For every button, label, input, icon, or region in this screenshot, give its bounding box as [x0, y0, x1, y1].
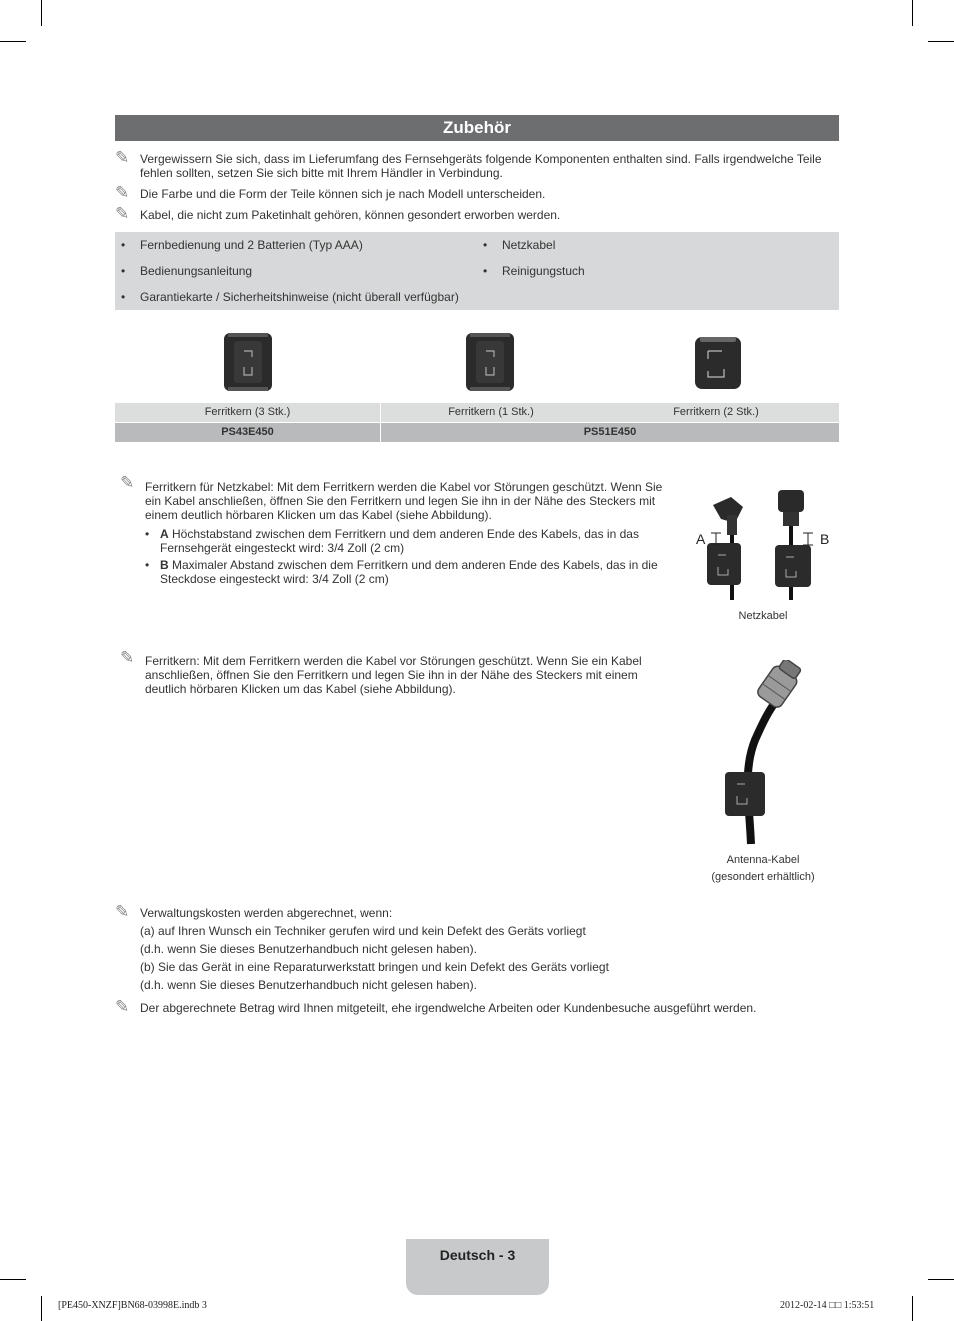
list-item: • Reinigungstuch — [502, 264, 585, 278]
crop-mark — [928, 1279, 954, 1280]
pencil-icon: ✎ — [115, 148, 130, 167]
antenna-ferrite-note: Ferritkern: Mit dem Ferritkern werden die Kabel vor Störungen geschützt. Wenn Sie ein Kabel anschließen, öffnen Sie den Ferritkern und legen Sie ihn in der Nähe des Steckers mit einem deutlich hörbaren Klicken um das Kabel (siehe Abbildung). — [145, 654, 642, 696]
table-cell: Ferritkern (2 Stk.) — [673, 406, 759, 418]
pencil-icon: ✎ — [120, 473, 135, 492]
list-item: • Netzkabel — [502, 238, 555, 252]
note-color-shape: ✎ Die Farbe und die Form der Teile können sich je nach Modell unterscheiden. — [115, 183, 546, 202]
note-contents: ✎ Vergewissern Sie sich, dass im Lieferumfang des Fernsehgeräts folgende Komponenten enthalten sind. Falls irgendwelche Teile fehlen sollten, setzen Sie sich bitte mit Ihrem Händler in Verbindung. — [115, 148, 822, 180]
note-final: ✎ Der abgerechnete Betrag wird Ihnen mitgeteilt, ehe irgendwelche Arbeiten oder Kundenbesuche ausgeführt werden. — [115, 997, 757, 1016]
crop-mark — [41, 0, 42, 26]
crop-mark — [0, 1279, 26, 1280]
crop-mark — [928, 41, 954, 42]
list-item: (d.h. wenn Sie dieses Benutzerhandbuch nicht gelesen haben). — [140, 978, 477, 992]
pencil-icon: ✎ — [115, 902, 130, 921]
figure-label-a: A — [696, 531, 706, 547]
footer-timestamp: 2012-02-14 □□ 1:53:51 — [780, 1300, 875, 1311]
table-cell: PS43E450 — [221, 426, 274, 438]
table-cell: PS51E450 — [583, 426, 637, 438]
power-ferrite-note: Ferritkern für Netzkabel: Mit dem Ferritkern werden die Kabel vor Störungen geschützt. Wenn Sie ein Kabel anschließen, öffnen Sie den Ferritkern und legen Sie ihn in der Nähe des Steckers mit einem deutlich hörbaren Klicken um das Kabel (siehe Abbildung). — [145, 480, 663, 522]
table-cell: Ferritkern (3 Stk.) — [204, 406, 291, 418]
ferrite-core-icon — [222, 331, 274, 393]
page-number: Deutsch - 3 — [439, 1247, 516, 1263]
figure-label-b: B — [820, 531, 830, 547]
list-item: • Bedienungsanleitung — [140, 264, 252, 278]
bullet-a: • A Höchstabstand zwischen dem Ferritkern und dem anderen Ende des Kabels, das in das Fernsehgerät eingesteckt wird: 3/4 Zoll (2 cm) — [145, 527, 639, 555]
list-item: (b) Sie das Gerät in eine Reparaturwerkstatt bringen und kein Defekt des Geräts vorliegt — [140, 960, 609, 974]
crop-mark — [912, 0, 913, 26]
section-title: Zubehör — [115, 115, 839, 141]
antenna-caption: Antenna-Kabel (gesondert erhältlich) — [711, 854, 815, 883]
table-cell: Ferritkern (1 Stk.) — [448, 406, 534, 418]
note-cables: ✎ Kabel, die nicht zum Paketinhalt gehören, können gesondert erworben werden. — [115, 204, 561, 223]
power-cable-figure — [693, 485, 833, 603]
ferrite-core-icon — [464, 331, 516, 393]
list-item: (d.h. wenn Sie dieses Benutzerhandbuch nicht gelesen haben). — [140, 942, 477, 956]
crop-mark — [41, 1296, 42, 1321]
power-cable-caption: Netzkabel — [738, 610, 788, 622]
antenna-cable-figure — [715, 660, 815, 845]
table-row — [115, 403, 839, 422]
bullet-b: • B Maximaler Abstand zwischen dem Ferritkern und dem anderen Ende des Kabels, das in die Steckdose eingesteckt wird: 3/4 Zoll (2 cm) — [145, 558, 658, 586]
crop-mark — [912, 1296, 913, 1321]
crop-mark — [0, 41, 26, 42]
note-admin-costs: ✎ Verwaltungskosten werden abgerechnet, wenn: — [115, 902, 393, 921]
pencil-icon: ✎ — [115, 997, 130, 1016]
list-item: • Garantiekarte / Sicherheitshinweise (nicht überall verfügbar) — [140, 290, 459, 304]
pencil-icon: ✎ — [120, 648, 135, 667]
ferrite-core-small-icon — [693, 335, 743, 391]
list-item: (a) auf Ihren Wunsch ein Techniker gerufen wird und kein Defekt des Geräts vorliegt — [140, 924, 586, 938]
table-row — [115, 423, 839, 442]
components-list — [115, 232, 839, 310]
list-item: • Fernbedienung und 2 Batterien (Typ AAA) — [140, 238, 363, 252]
footer-file-name: [PE450-XNZF]BN68-03998E.indb 3 — [58, 1300, 207, 1311]
page-number-tab — [406, 1239, 549, 1295]
pencil-icon: ✎ — [115, 204, 130, 223]
pencil-icon: ✎ — [115, 183, 130, 202]
